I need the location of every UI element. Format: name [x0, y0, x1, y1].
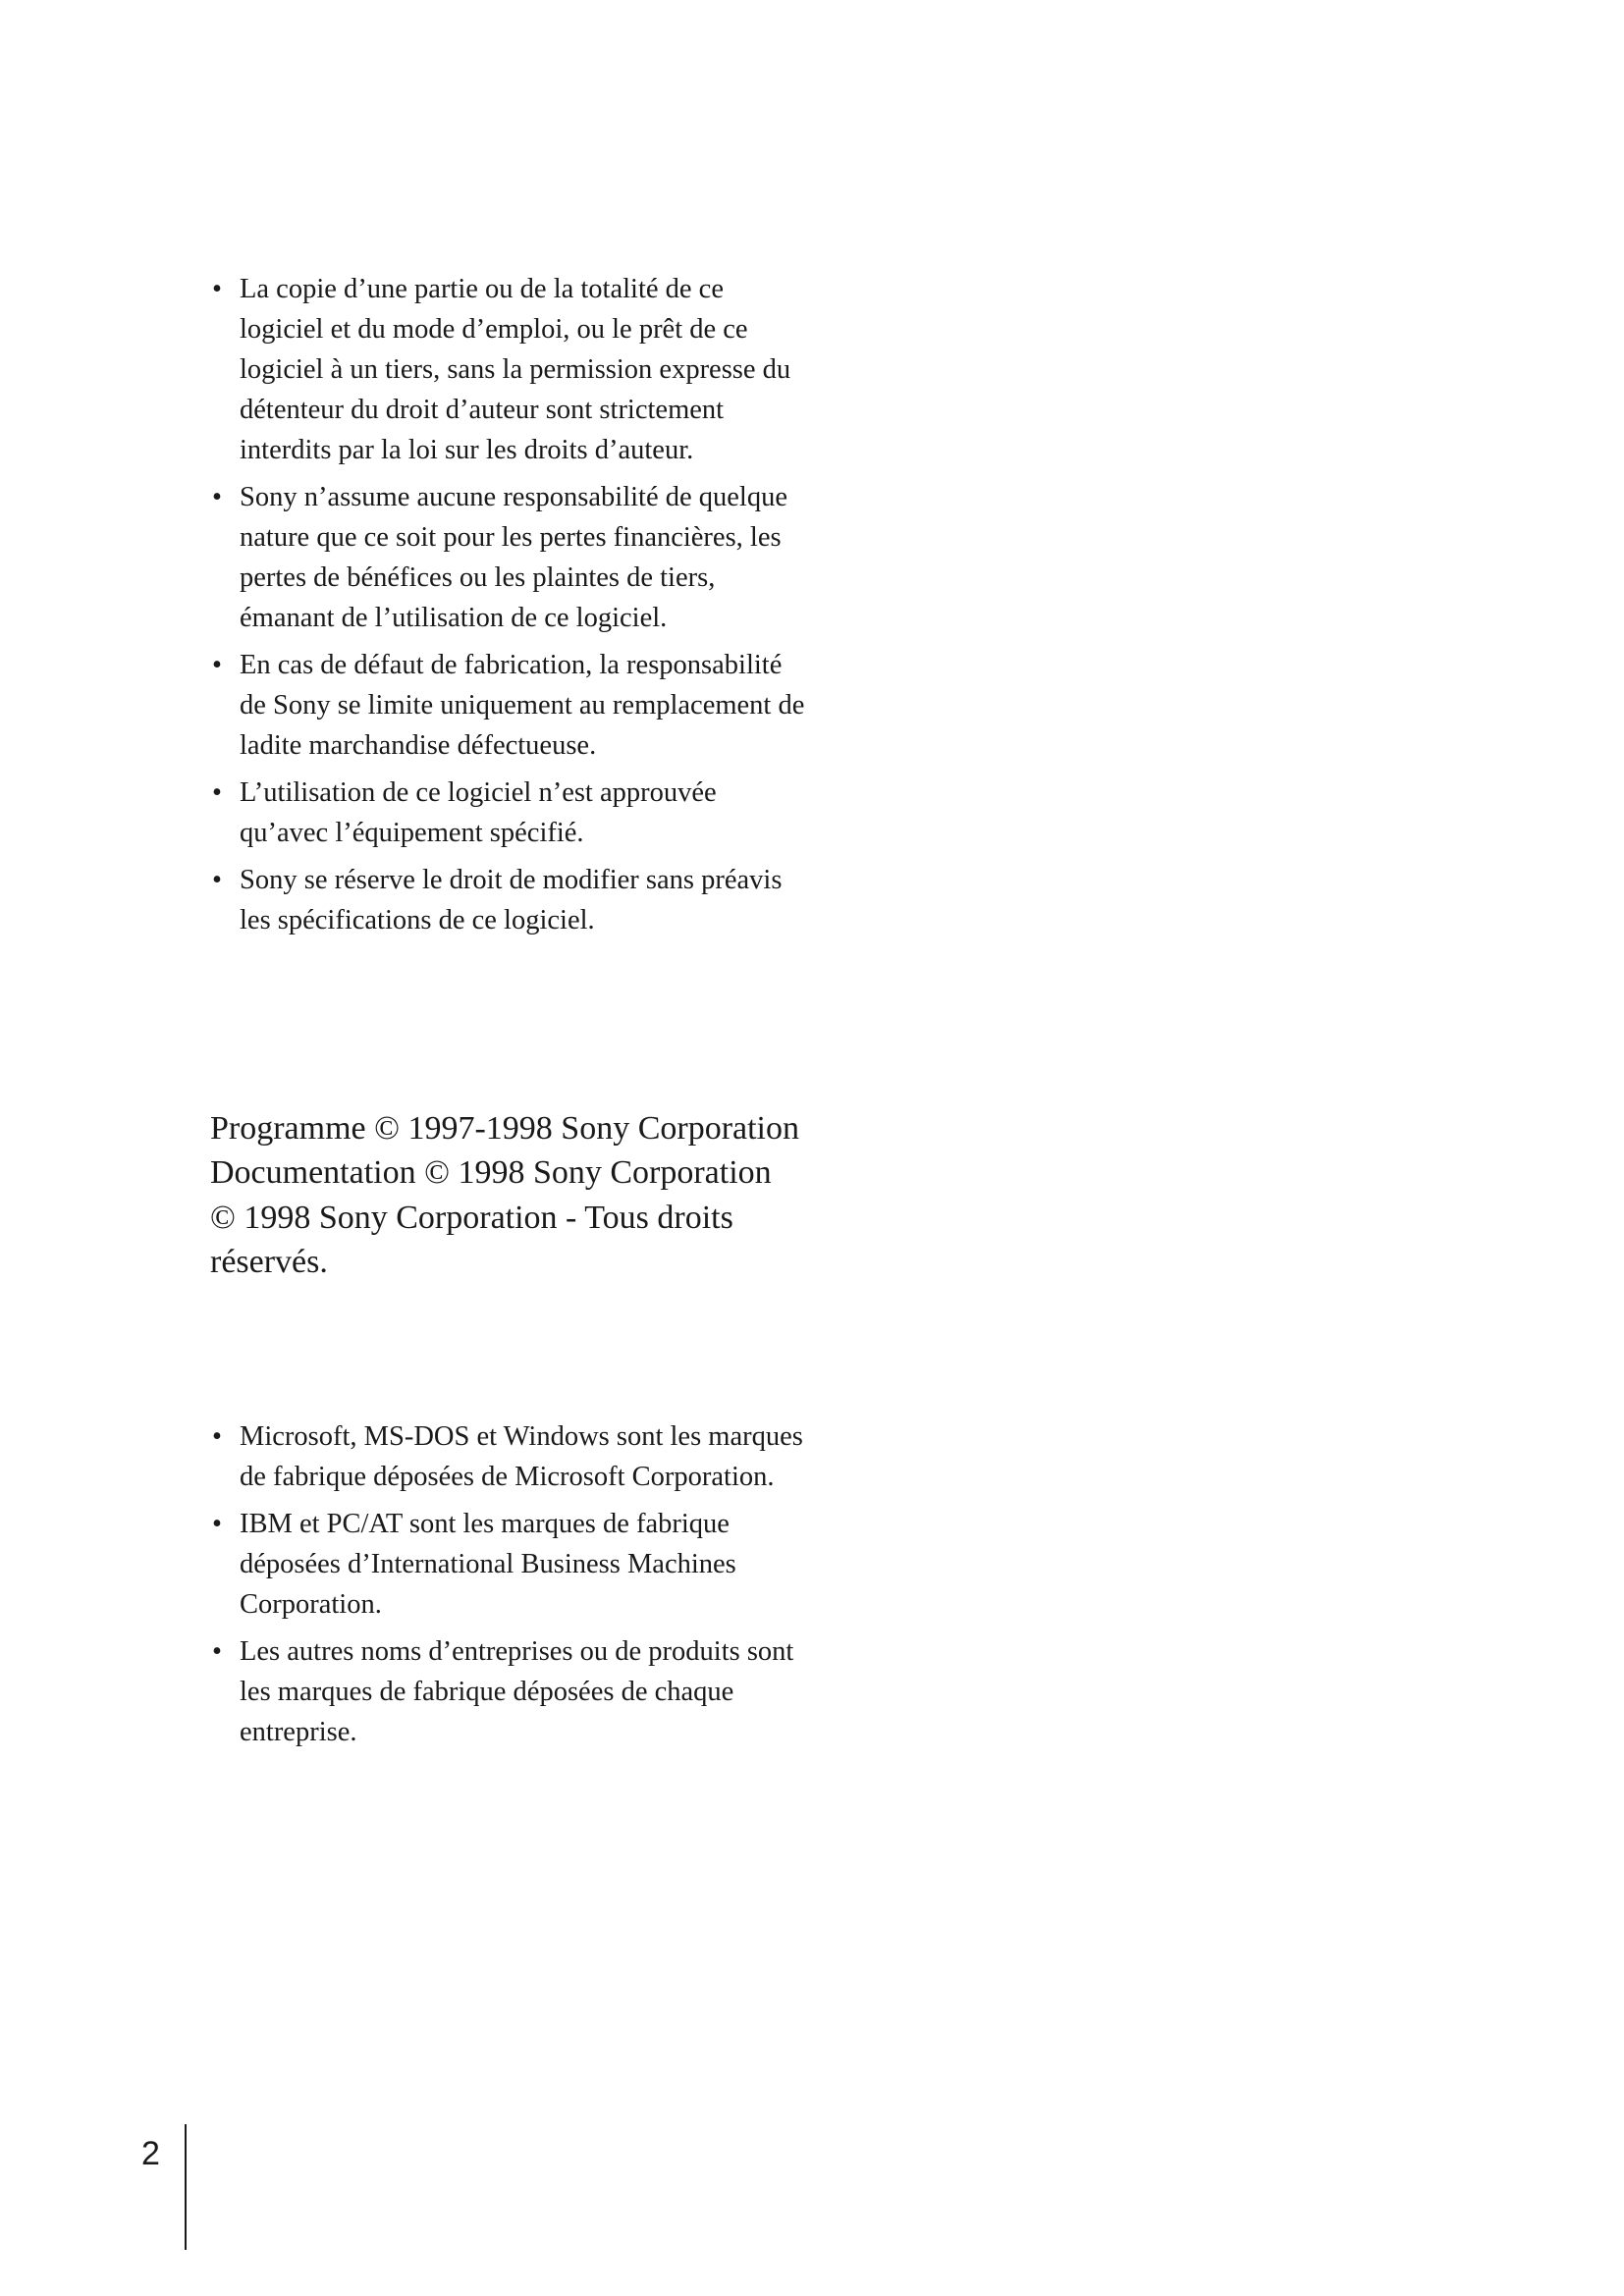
list-item [210, 773, 809, 853]
disclaimer-text: La copie d’une partie ou de la totalité de ce logiciel et du mode d’emploi, ou le prêt de ce logiciel à un tiers, sans la permission expresse du détenteur du droit d’auteur sont strictement interdits par la loi sur les droits d’auteur. [240, 274, 791, 465]
trademark-text: Les autres noms d’entreprises ou de produits sont les marques de fabrique déposées de chaque entreprise. [240, 1636, 794, 1747]
rights-reserved: © 1998 Sony Corporation - Tous droits réservés. [210, 1199, 733, 1280]
disclaimer-text: L’utilisation de ce logiciel n’est approuvée qu’avec l’équipement spécifié. [240, 777, 717, 848]
trademark-list [210, 1416, 809, 1759]
copyright-block [210, 1106, 799, 1284]
page-margin-rule [185, 2124, 187, 2250]
list-item [210, 477, 809, 638]
disclaimer-list [210, 269, 809, 947]
page-number: 2 [141, 2135, 160, 2172]
list-item [210, 269, 809, 470]
disclaimer-text: Sony n’assume aucune responsabilité de quelque nature que ce soit pour les pertes financières, les pertes de bénéfices ou les plaintes de tiers, émanant de l’utilisation de ce logiciel. [240, 482, 787, 633]
bullet-icon: • [212, 865, 222, 895]
list-item [210, 860, 809, 940]
bullet-icon: • [212, 274, 222, 304]
program-copyright: Programme © 1997-1998 Sony Corporation [210, 1110, 799, 1147]
list-item [210, 1631, 809, 1752]
bullet-icon: • [212, 650, 222, 680]
list-item [210, 645, 809, 766]
bullet-icon: • [212, 482, 222, 512]
list-item [210, 1416, 809, 1497]
trademark-text: Microsoft, MS-DOS et Windows sont les marques de fabrique déposées de Microsoft Corporation. [240, 1421, 803, 1492]
list-item [210, 1504, 809, 1625]
bullet-icon: • [212, 777, 222, 808]
bullet-icon: • [212, 1421, 222, 1452]
disclaimer-text: Sony se réserve le droit de modifier sans préavis les spécifications de ce logiciel. [240, 865, 783, 935]
bullet-icon: • [212, 1509, 222, 1539]
documentation-copyright: Documentation © 1998 Sony Corporation [210, 1154, 772, 1192]
disclaimer-text: En cas de défaut de fabrication, la responsabilité de Sony se limite uniquement au remplacement de ladite marchandise défectueuse. [240, 650, 805, 761]
bullet-icon: • [212, 1636, 222, 1667]
trademark-text: IBM et PC/AT sont les marques de fabrique déposées d’International Business Machines Corporation. [240, 1509, 736, 1620]
